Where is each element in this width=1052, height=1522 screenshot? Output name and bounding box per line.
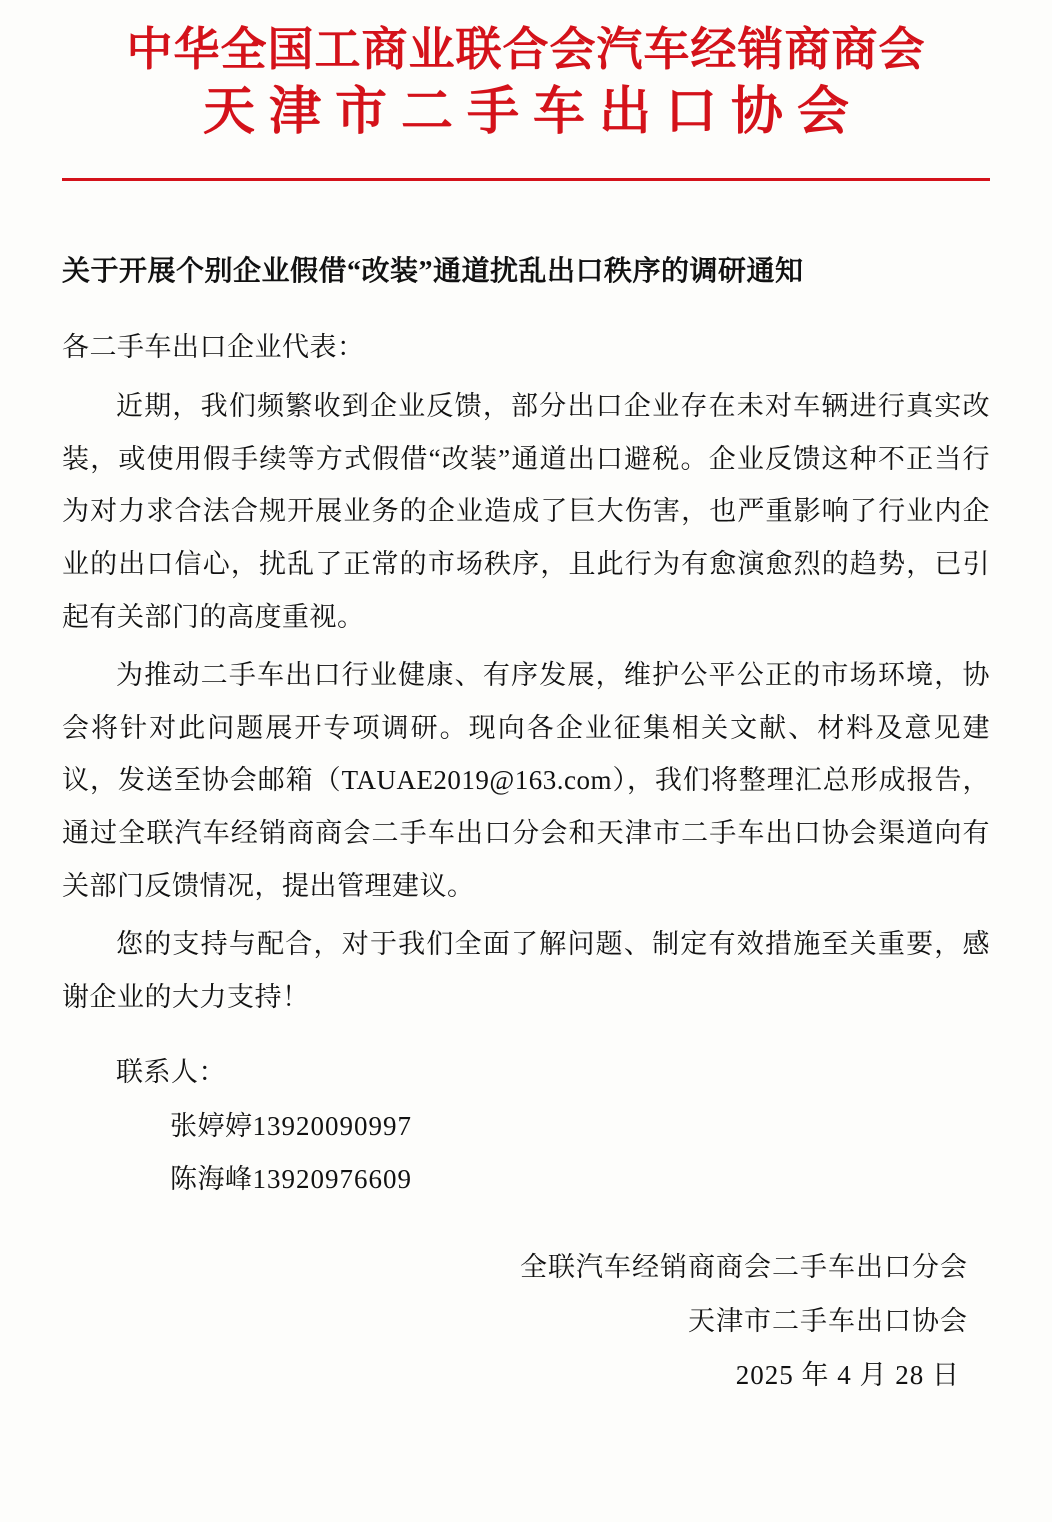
letterhead-line-1: 中华全国工商业联合会汽车经销商商会 bbox=[126, 24, 926, 75]
letterhead bbox=[62, 18, 990, 181]
contact-row bbox=[62, 1153, 990, 1206]
signature-org-1: 全联汽车经销商商会二手车出口分会 bbox=[520, 1251, 968, 1282]
letterhead-line-2: 天津市二手车出口协会 bbox=[202, 83, 863, 141]
contact-phone: 13920976609 bbox=[252, 1163, 412, 1194]
signature-block bbox=[62, 1240, 990, 1402]
paragraph-3: 您的支持与配合，对于我们全面了解问题、制定有效措施至关重要，感谢企业的大力支持！ bbox=[62, 929, 990, 1013]
signature-org-2: 天津市二手车出口协会 bbox=[688, 1305, 968, 1336]
document-title: 关于开展个别企业假借“改装”通道扰乱出口秩序的调研通知 bbox=[62, 255, 804, 287]
contact-phone: 13920090997 bbox=[252, 1111, 412, 1142]
contact-row bbox=[62, 1100, 990, 1153]
document-body bbox=[62, 245, 990, 1402]
contacts-label: 联系人： bbox=[116, 1056, 226, 1087]
letterhead-divider bbox=[62, 178, 990, 181]
signature-date: 2025 年 4 月 28 日 bbox=[735, 1359, 960, 1390]
contact-name: 张婷婷 bbox=[170, 1111, 253, 1142]
paragraph-2: 为推动二手车出口行业健康、有序发展，维护公平公正的市场环境，协会将针对此问题展开专项调研。现向各企业征集相关文献、材料及意见建议，发送至协会邮箱（TAUAE2019@163.com），我们将整理汇总形成报告，通过全联汽车经销商商会二手车出口分会和天津市二手车出口协会渠道向有关部门反馈情况，提出管理建议。 bbox=[62, 660, 990, 901]
paragraph-1: 近期，我们频繁收到企业反馈，部分出口企业存在未对车辆进行真实改装，或使用假手续等方式假借“改装”通道出口避税。企业反馈这种不正当行为对力求合法合规开展业务的企业造成了巨大伤害，也严重影响了行业内企业的出口信心，扰乱了正常的市场秩序，且此行为有愈演愈烈的趋势，已引起有关部门的高度重视。 bbox=[62, 390, 990, 632]
contact-name: 陈海峰 bbox=[170, 1163, 253, 1194]
salutation: 各二手车出口企业代表： bbox=[62, 332, 365, 363]
contacts-block bbox=[62, 1046, 990, 1206]
